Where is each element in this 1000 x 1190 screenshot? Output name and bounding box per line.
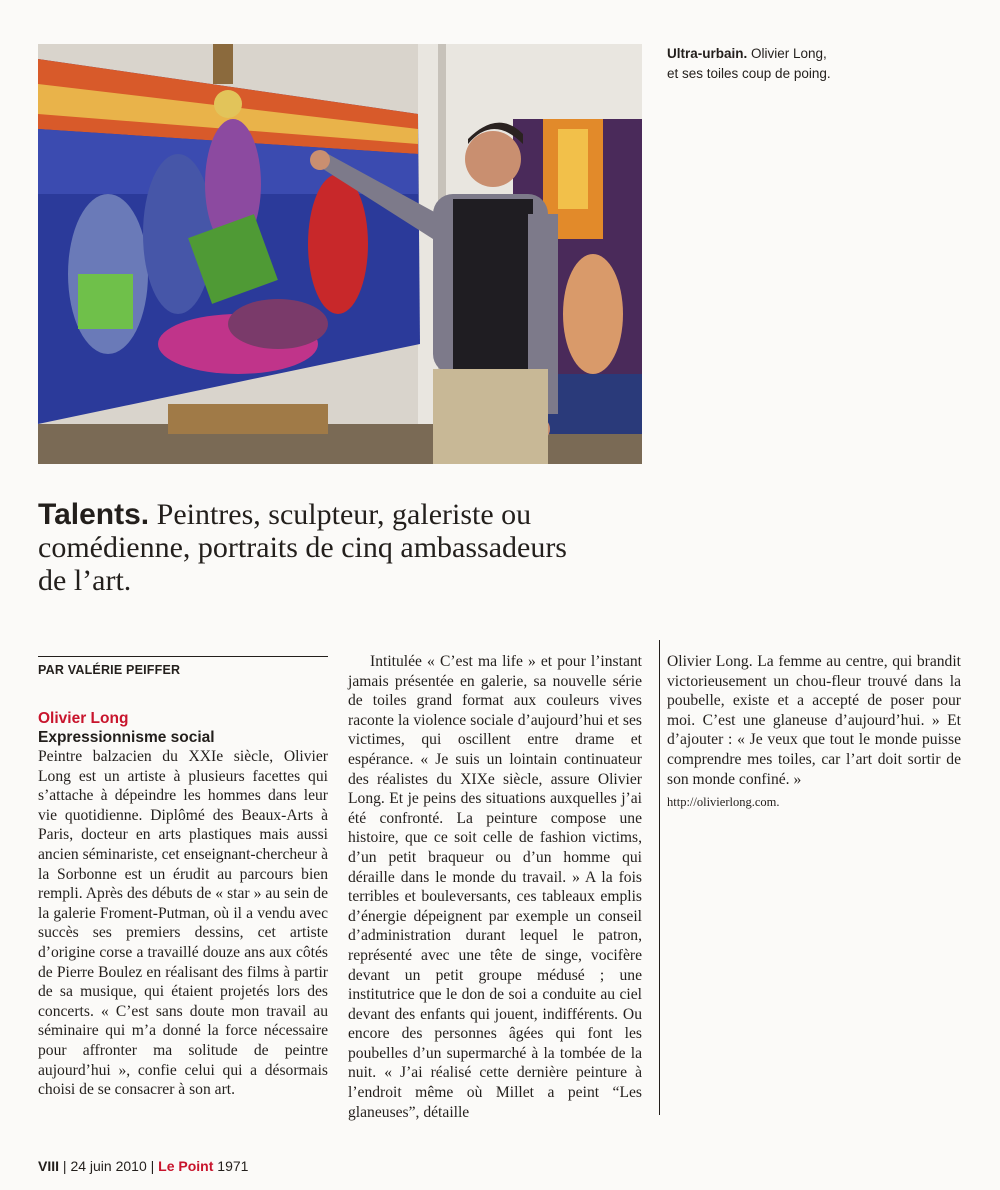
footer-sep-1: | (62, 1158, 71, 1174)
column-3-text: Olivier Long. La femme au centre, qui brandit victorieusement un chou-fleur trouvé dans la poubelle, existe et a accepté de poser pour moi. C’est une glaneuse d’aujourd’hui. » Et d’ajouter : « Je veux que tout le monde puisse comprendre mes toiles, car l’art doit sortir de son monde confiné. » (667, 653, 961, 788)
footer-sep-2: | (150, 1158, 159, 1174)
column-3 (667, 652, 961, 813)
caption-text: Olivier Long, (747, 46, 827, 61)
footer-date: 24 juin 2010 (70, 1158, 147, 1174)
issue-number: 1971 (217, 1158, 249, 1174)
page-number: VIII (38, 1158, 60, 1174)
section-name: Olivier Long (38, 710, 129, 727)
headline (38, 498, 598, 597)
section-subtitle: Expressionnisme social (38, 729, 215, 746)
magazine-brand: Le Point (158, 1158, 214, 1174)
headline-text: Peintres, sculpteur, galeriste ou comédienne, portraits de cinq ambassadeurs de l’art. (38, 498, 567, 597)
photo-caption (667, 44, 967, 84)
bleed-through-text (0, 0, 1000, 40)
page-footer (38, 1158, 248, 1174)
byline-rule (38, 656, 328, 657)
byline: PAR VALÉRIE PEIFFER (38, 663, 181, 677)
website-link[interactable]: http://olivierlong.com. (667, 795, 780, 810)
column-2 (348, 652, 642, 1122)
headline-bold: Talents. (38, 498, 150, 531)
caption-bold: Ultra-urbain. (667, 46, 748, 61)
column-1 (38, 710, 328, 1100)
photo-illustration (38, 44, 642, 464)
column-2-text: Intitulée « C’est ma life » et pour l’instant jamais présentée en galerie, sa nouvelle série de toiles grand format aux couleurs vives raconte la violence sociale d’aujourd’hui et ses victimes, qui oscillent entre drame et espérance. « Je suis un lointain continuateur des réalistes du XIXe siècle, assure Olivier Long. Et je peins des situations auxquelles j’ai été confronté. La peinture compose une histoire, que ce soit celle de fashion victims, d’un petit braqueur ou d’un homme qui déraille dans le monde du travail. » A la fois terribles et bouleversants, ces tableaux emplis d’énergie dépeignent par exemple un conseil d’administration durant lequel le patron, représenté avec une tête de singe, vocifère devant un petit groupe médusé ; une institutrice que le don de soi a conduite au ciel devant des enfants qui jouent, indifférents. Ou encore des personnes âgées qui font les poubelles d’un supermarché à la tombée de la nuit. « J’ai réalisé cette dernière peinture à l’endroit même où Millet a peint “Les glaneuses”, détaille (348, 653, 642, 1121)
column-1-text: Peintre balzacien du XXIe siècle, Olivier Long est un artiste à plusieurs facettes qui s’attache à dépeindre les hommes dans leur vie quotidienne. Diplômé des Beaux-Arts à Paris, docteur en arts plastiques mais aussi ancien séminariste, cet enseignant-chercheur à la Sorbonne est un érudit au parcours bien rempli. Après des débuts de « star » au sein de la galerie Froment-Putman, où il a vendu avec succès ses premiers dessins, cet artiste d’origine corse a travaillé douze ans aux côtés de Pierre Boulez en réalisant des films à partir de sa musique, qui étaient projetés lors des concerts. « C’est sans doute mon travail au séminaire qui m’a donné la force nécessaire pour affronter ma solitude de peintre aujourd’hui », confie celui qui a désormais choisi de se consacrer à son art. (38, 748, 328, 1099)
column-divider (659, 640, 660, 1115)
caption-text2: et ses toiles coup de poing. (667, 66, 831, 81)
photo-artist-with-painting (38, 44, 642, 464)
